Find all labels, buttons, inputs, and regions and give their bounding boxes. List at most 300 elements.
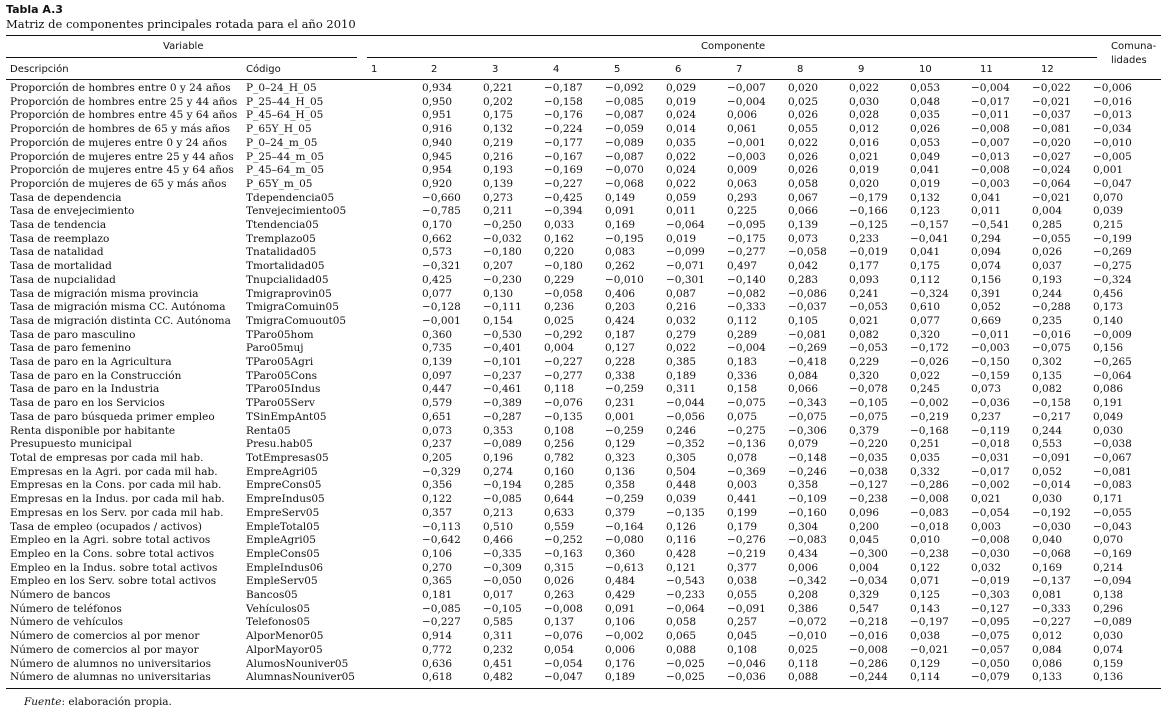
loading-value-c10: 0,094: [971, 246, 1002, 259]
loading-value-c12: −0,081: [1093, 465, 1132, 478]
loading-value-c2: 0,154: [483, 314, 514, 327]
loading-value-c12: −0,055: [1093, 506, 1132, 519]
loading-value-c11: 0,133: [1032, 671, 1063, 684]
loading-value-c5: 0,385: [666, 356, 697, 369]
spacer-cell: [366, 479, 422, 493]
loading-value-c9: −0,002: [910, 397, 949, 410]
row-description: Tasa de reemplazo: [10, 232, 110, 245]
table-title: Matriz de componentes principales rotada para el año 2010: [6, 17, 356, 31]
loading-value-c12: −0,324: [1093, 273, 1132, 286]
loading-value-c4: 0,136: [605, 465, 636, 478]
row-code: Tmortalidad05: [246, 260, 325, 273]
loading-value-c10: −0,159: [971, 369, 1010, 382]
loading-value-c6: 0,003: [727, 479, 758, 492]
row-code: TParo05Cons: [246, 369, 318, 382]
loading-value-c6: 0,183: [727, 356, 758, 369]
table-row: [6, 288, 1161, 302]
loading-value-c4: −0,092: [605, 82, 644, 94]
row-description: Tasa de envejecimiento: [10, 205, 135, 218]
table-row: [6, 137, 1161, 151]
row-code: EmpreServ05: [246, 506, 320, 519]
spacer-cell: [366, 205, 422, 219]
loading-value-c2: 0,451: [483, 657, 514, 670]
loading-value-c5: 0,058: [666, 616, 697, 629]
loading-value-c5: −0,543: [666, 575, 705, 588]
loading-value-c6: −0,003: [727, 150, 766, 163]
row-description: Tasa de dependencia: [10, 191, 122, 204]
loading-value-c8: −0,300: [849, 547, 888, 560]
loading-value-c7: 0,304: [788, 520, 819, 533]
loading-value-c6: 0,293: [727, 191, 758, 204]
loading-value-c11: 0,302: [1032, 356, 1063, 369]
loading-value-c3: 0,118: [544, 383, 575, 396]
loading-value-c12: −0,064: [1093, 369, 1132, 382]
loading-value-c11: −0,137: [1032, 575, 1071, 588]
loading-value-c7: 0,042: [788, 260, 819, 273]
loading-value-c3: −0,167: [544, 150, 583, 163]
loading-value-c8: −0,105: [849, 397, 888, 410]
loading-value-c9: −0,026: [910, 356, 949, 369]
loading-value-c2: 0,213: [483, 506, 514, 519]
loading-value-c7: −0,269: [788, 342, 827, 355]
loading-value-c2: 0,353: [483, 424, 514, 437]
loading-value-c10: 0,294: [971, 232, 1002, 245]
top-rule: [6, 35, 1161, 36]
loading-value-c2: −0,105: [483, 602, 522, 615]
row-description: Proporción de hombres entre 45 y 64 años: [10, 109, 238, 122]
loading-value-c1: 0,916: [422, 123, 453, 136]
spacer-cell: [366, 548, 422, 562]
table-row: [6, 356, 1161, 370]
loading-value-c7: −0,306: [788, 424, 827, 437]
spacer-cell: [366, 123, 422, 137]
loading-value-c7: −0,109: [788, 493, 827, 506]
row-description: Empleo en la Indus. sobre total activos: [10, 561, 218, 574]
loading-value-c7: 0,118: [788, 657, 819, 670]
table-row: [6, 192, 1161, 206]
spacer-cell: [366, 356, 422, 370]
row-code: Tdependencia05: [246, 191, 335, 204]
loading-value-c5: 0,116: [666, 534, 697, 547]
loading-value-c1: 0,920: [422, 177, 453, 190]
loading-value-c4: 0,187: [605, 328, 636, 341]
loading-value-c11: −0,288: [1032, 301, 1071, 314]
loading-value-c8: 0,096: [849, 506, 880, 519]
loading-value-c6: −0,275: [727, 424, 766, 437]
loading-value-c7: 0,026: [788, 109, 819, 122]
loading-value-c12: 0,171: [1093, 493, 1124, 506]
table-row: [6, 507, 1161, 521]
row-description: Empresas en la Indus. por cada mil hab.: [10, 493, 225, 506]
loading-value-c6: 0,377: [727, 561, 758, 574]
spacer-cell: [366, 630, 422, 644]
loading-value-c3: 0,263: [544, 589, 575, 602]
loading-value-c2: −0,180: [483, 246, 522, 259]
row-description: Proporción de mujeres entre 25 y 44 años: [10, 150, 234, 163]
loading-value-c7: 0,025: [788, 95, 819, 108]
loading-value-c4: 0,323: [605, 451, 636, 464]
table-row: [6, 233, 1161, 247]
row-description: Tasa de paro en la Industria: [10, 383, 160, 396]
source-note: [24, 696, 172, 708]
loading-value-c3: 0,644: [544, 493, 575, 506]
component-header-5: 5: [614, 64, 621, 75]
loading-value-c8: 0,021: [849, 314, 880, 327]
loading-value-c10: −0,054: [971, 506, 1010, 519]
loading-value-c1: −0,642: [422, 534, 461, 547]
loading-value-c9: 0,332: [910, 465, 941, 478]
loading-value-c5: −0,233: [666, 589, 705, 602]
loading-value-c7: −0,246: [788, 465, 827, 478]
loading-value-c5: 0,126: [666, 520, 697, 533]
row-description: Tasa de tendencia: [10, 219, 107, 232]
loading-value-c12: 0,001: [1093, 164, 1124, 177]
row-code: TotEmpresas05: [246, 451, 329, 464]
loading-value-c9: 0,077: [910, 314, 941, 327]
loading-value-c2: −0,032: [483, 232, 522, 245]
loading-value-c2: 0,466: [483, 534, 514, 547]
loading-value-c11: 0,030: [1032, 493, 1063, 506]
loading-value-c1: 0,954: [422, 164, 453, 177]
row-code: TParo05hom: [246, 328, 314, 341]
component-header-8: 8: [797, 64, 804, 75]
loading-value-c11: −0,016: [1032, 328, 1071, 341]
row-code: TSinEmpAnt05: [246, 410, 327, 423]
loading-value-c7: 0,283: [788, 273, 819, 286]
loading-value-c10: −0,079: [971, 671, 1010, 684]
loading-value-c6: −0,075: [727, 397, 766, 410]
loading-value-c9: 0,035: [910, 109, 941, 122]
loading-value-c11: −0,021: [1032, 95, 1071, 108]
loading-value-c8: 0,016: [849, 136, 880, 149]
spacer-cell: [366, 671, 422, 685]
loading-value-c2: −0,194: [483, 479, 522, 492]
loading-value-c1: 0,073: [422, 424, 453, 437]
row-code: Tnupcialidad05: [246, 273, 329, 286]
loading-value-c5: −0,301: [666, 273, 705, 286]
spacer-cell: [366, 151, 422, 165]
table-row: [6, 397, 1161, 411]
loading-value-c3: −0,227: [544, 356, 583, 369]
loading-value-c1: 0,951: [422, 109, 453, 122]
loading-value-c10: −0,127: [971, 602, 1010, 615]
loading-value-c5: 0,022: [666, 342, 697, 355]
header-comunalidades-line2: lidades: [1111, 55, 1147, 66]
row-description: Empleo en la Agri. sobre total activos: [10, 534, 211, 547]
loading-value-c12: −0,094: [1093, 575, 1132, 588]
loading-value-c3: −0,076: [544, 397, 583, 410]
loading-value-c6: 0,038: [727, 575, 758, 588]
loading-value-c12: 0,159: [1093, 657, 1124, 670]
row-description: Tasa de migración misma provincia: [10, 287, 199, 300]
loading-value-c12: −0,013: [1093, 109, 1132, 122]
loading-value-c5: 0,087: [666, 287, 697, 300]
loading-value-c11: 0,026: [1032, 246, 1063, 259]
row-code: EmpleAgri05: [246, 534, 316, 547]
row-description: Tasa de nupcialidad: [10, 273, 116, 286]
loading-value-c6: 0,441: [727, 493, 758, 506]
loading-value-c12: 0,086: [1093, 383, 1124, 396]
loading-value-c3: 0,256: [544, 438, 575, 451]
loading-value-c8: 0,241: [849, 287, 880, 300]
loading-value-c8: 0,177: [849, 260, 880, 273]
loading-value-c12: −0,043: [1093, 520, 1132, 533]
row-code: P_0–24_m_05: [246, 136, 318, 149]
loading-value-c7: −0,072: [788, 616, 827, 629]
loading-value-c11: −0,192: [1032, 506, 1071, 519]
row-code: P_45–64_H_05: [246, 109, 324, 122]
table-label: Tabla A.3: [6, 3, 63, 16]
loading-value-c1: 0,950: [422, 95, 453, 108]
loading-value-c11: −0,014: [1032, 479, 1071, 492]
loading-value-c2: 0,216: [483, 150, 514, 163]
loading-value-c1: 0,636: [422, 657, 453, 670]
table-row: [6, 438, 1161, 452]
row-description: Tasa de migración distinta CC. Autónoma: [10, 314, 231, 327]
loading-value-c4: 0,429: [605, 589, 636, 602]
loading-value-c11: 0,082: [1032, 383, 1063, 396]
loading-value-c9: 0,071: [910, 575, 941, 588]
spacer-cell: [366, 109, 422, 123]
loading-value-c1: −0,001: [422, 314, 461, 327]
loading-value-c9: −0,041: [910, 232, 949, 245]
row-description: Número de comercios al por mayor: [10, 643, 199, 656]
component-header-7: 7: [736, 64, 743, 75]
row-description: Número de comercios al por menor: [10, 630, 200, 643]
loading-value-c9: 0,175: [910, 260, 941, 273]
source-note-text: : elaboración propia.: [61, 696, 172, 708]
loading-value-c12: 0,173: [1093, 301, 1124, 314]
spacer-cell: [366, 96, 422, 110]
loading-value-c4: −0,059: [605, 123, 644, 136]
loading-value-c10: 0,011: [971, 205, 1002, 218]
loading-value-c12: −0,265: [1093, 356, 1132, 369]
loading-value-c1: −0,227: [422, 616, 461, 629]
loading-value-c11: 0,169: [1032, 561, 1063, 574]
row-code: TmigraComuout05: [246, 314, 347, 327]
loading-value-c4: 0,379: [605, 506, 636, 519]
row-code: AlporMayor05: [246, 643, 323, 656]
loading-value-c1: −0,128: [422, 301, 461, 314]
loading-value-c11: −0,022: [1032, 82, 1071, 94]
loading-value-c6: 0,055: [727, 589, 758, 602]
loading-value-c3: −0,008: [544, 602, 583, 615]
loading-value-c9: 0,112: [910, 273, 941, 286]
loading-value-c4: −0,080: [605, 534, 644, 547]
loading-value-c6: −0,175: [727, 232, 766, 245]
loading-value-c7: 0,073: [788, 232, 819, 245]
loading-value-c12: 0,070: [1093, 534, 1124, 547]
loading-value-c10: −0,004: [971, 82, 1010, 94]
loading-value-c7: 0,434: [788, 547, 819, 560]
row-code: Renta05: [246, 424, 291, 437]
loading-value-c11: 0,244: [1032, 424, 1063, 437]
loading-value-c8: 0,082: [849, 328, 880, 341]
loading-value-c9: 0,114: [910, 671, 941, 684]
loading-value-c5: 0,311: [666, 383, 697, 396]
loading-value-c1: 0,651: [422, 410, 453, 423]
table-row: [6, 411, 1161, 425]
loading-value-c7: 0,025: [788, 643, 819, 656]
table-row: [6, 315, 1161, 329]
loading-value-c7: −0,081: [788, 328, 827, 341]
loading-value-c5: 0,029: [666, 82, 697, 94]
row-code: P_25–44_H_05: [246, 95, 324, 108]
loading-value-c2: −0,309: [483, 561, 522, 574]
loading-value-c11: −0,075: [1032, 342, 1071, 355]
loading-value-c11: −0,037: [1032, 109, 1071, 122]
table-row: [6, 575, 1161, 589]
component-header-2: 2: [431, 64, 438, 75]
loading-value-c2: 0,175: [483, 109, 514, 122]
loading-value-c1: −0,329: [422, 465, 461, 478]
loading-value-c12: −0,016: [1093, 95, 1132, 108]
loading-value-c10: −0,003: [971, 342, 1010, 355]
loading-value-c9: −0,083: [910, 506, 949, 519]
loading-value-c3: 0,220: [544, 246, 575, 259]
loading-value-c6: −0,046: [727, 657, 766, 670]
loading-value-c9: 0,041: [910, 164, 941, 177]
table-row: [6, 479, 1161, 493]
loading-value-c4: 0,189: [605, 671, 636, 684]
loading-value-c6: 0,108: [727, 643, 758, 656]
loading-value-c8: 0,020: [849, 177, 880, 190]
row-code: EmpleIndus06: [246, 561, 324, 574]
table-row: [6, 630, 1161, 644]
loading-value-c1: 0,934: [422, 82, 453, 94]
table-row: [6, 534, 1161, 548]
loading-value-c5: 0,305: [666, 451, 697, 464]
loading-value-c8: 0,021: [849, 150, 880, 163]
loading-value-c10: 0,074: [971, 260, 1002, 273]
loading-value-c9: 0,251: [910, 438, 941, 451]
loading-value-c11: 0,081: [1032, 589, 1063, 602]
loading-value-c2: 0,585: [483, 616, 514, 629]
loading-value-c5: 0,448: [666, 479, 697, 492]
loading-value-c9: −0,172: [910, 342, 949, 355]
spacer-cell: [366, 219, 422, 233]
loading-value-c6: 0,061: [727, 123, 758, 136]
loading-value-c4: 0,424: [605, 314, 636, 327]
row-code: TParo05Indus: [246, 383, 321, 396]
row-description: Tasa de natalidad: [10, 246, 104, 259]
loading-value-c5: 0,022: [666, 177, 697, 190]
loading-value-c2: −0,287: [483, 410, 522, 423]
loading-value-c4: 0,338: [605, 369, 636, 382]
loading-value-c1: 0,106: [422, 547, 453, 560]
loading-value-c2: 0,510: [483, 520, 514, 533]
loading-value-c12: 0,215: [1093, 219, 1124, 232]
loading-value-c9: 0,320: [910, 328, 941, 341]
spacer-cell: [366, 342, 422, 356]
loading-value-c8: 0,329: [849, 589, 880, 602]
loading-value-c9: −0,238: [910, 547, 949, 560]
loading-value-c7: −0,160: [788, 506, 827, 519]
loading-value-c8: 0,004: [849, 561, 880, 574]
loading-value-c7: 0,358: [788, 479, 819, 492]
loading-value-c3: −0,425: [544, 191, 583, 204]
loading-value-c12: 0,296: [1093, 602, 1124, 615]
loading-value-c8: −0,078: [849, 383, 888, 396]
loading-value-c9: −0,157: [910, 219, 949, 232]
loading-value-c2: −0,401: [483, 342, 522, 355]
loading-value-c6: −0,369: [727, 465, 766, 478]
loading-value-c11: −0,081: [1032, 123, 1071, 136]
loading-value-c6: 0,497: [727, 260, 758, 273]
loading-value-c5: 0,065: [666, 630, 697, 643]
loading-value-c3: −0,047: [544, 671, 583, 684]
loading-value-c6: −0,277: [727, 246, 766, 259]
loading-value-c12: 0,136: [1093, 671, 1124, 684]
loading-value-c8: −0,053: [849, 301, 888, 314]
loading-value-c10: −0,007: [971, 136, 1010, 149]
loading-value-c5: 0,504: [666, 465, 697, 478]
loading-value-c7: 0,084: [788, 369, 819, 382]
spacer-cell: [366, 425, 422, 439]
loading-value-c7: 0,105: [788, 314, 819, 327]
loading-value-c7: 0,067: [788, 191, 819, 204]
loading-value-c4: 0,091: [605, 602, 636, 615]
loading-value-c10: 0,032: [971, 561, 1002, 574]
loading-value-c12: −0,006: [1093, 82, 1132, 94]
loading-value-c1: 0,270: [422, 561, 453, 574]
loading-value-c10: −0,008: [971, 123, 1010, 136]
loading-value-c8: −0,238: [849, 493, 888, 506]
row-description: Tasa de mortalidad: [10, 260, 112, 273]
table-row: [6, 603, 1161, 617]
loading-value-c4: 0,262: [605, 260, 636, 273]
table-row: [6, 301, 1161, 315]
row-code: Tremplazo05: [246, 232, 316, 245]
row-description: Proporción de mujeres de 65 y más años: [10, 177, 227, 190]
loading-value-c3: −0,187: [544, 82, 583, 94]
loading-value-c9: −0,197: [910, 616, 949, 629]
loading-value-c12: 0,138: [1093, 589, 1124, 602]
loading-value-c1: 0,077: [422, 287, 453, 300]
loading-value-c11: −0,064: [1032, 177, 1071, 190]
loading-value-c1: −0,660: [422, 191, 461, 204]
component-header-3: 3: [492, 64, 499, 75]
table-row: [6, 548, 1161, 562]
table-row: [6, 383, 1161, 397]
loading-value-c8: −0,035: [849, 451, 888, 464]
loading-value-c12: −0,275: [1093, 260, 1132, 273]
loading-value-c6: −0,136: [727, 438, 766, 451]
loading-value-c4: 0,231: [605, 397, 636, 410]
loading-value-c5: −0,352: [666, 438, 705, 451]
loading-value-c9: 0,019: [910, 177, 941, 190]
loading-value-c3: 0,236: [544, 301, 575, 314]
loading-value-c8: 0,019: [849, 164, 880, 177]
loading-value-c6: 0,336: [727, 369, 758, 382]
componente-underline: [367, 57, 1097, 58]
spacer-cell: [366, 178, 422, 192]
loading-value-c2: −0,089: [483, 438, 522, 451]
loading-value-c2: 0,274: [483, 465, 514, 478]
row-code: EmpleTotal05: [246, 520, 320, 533]
loading-value-c7: −0,418: [788, 356, 827, 369]
loading-value-c10: −0,150: [971, 356, 1010, 369]
loading-value-c9: −0,008: [910, 493, 949, 506]
loading-value-c8: −0,166: [849, 205, 888, 218]
loading-value-c9: −0,168: [910, 424, 949, 437]
spacer-cell: [366, 438, 422, 452]
row-description: Presupuesto municipal: [10, 438, 132, 451]
loading-value-c8: −0,220: [849, 438, 888, 451]
spacer-cell: [366, 603, 422, 617]
loading-value-c8: −0,038: [849, 465, 888, 478]
component-header-6: 6: [675, 64, 682, 75]
